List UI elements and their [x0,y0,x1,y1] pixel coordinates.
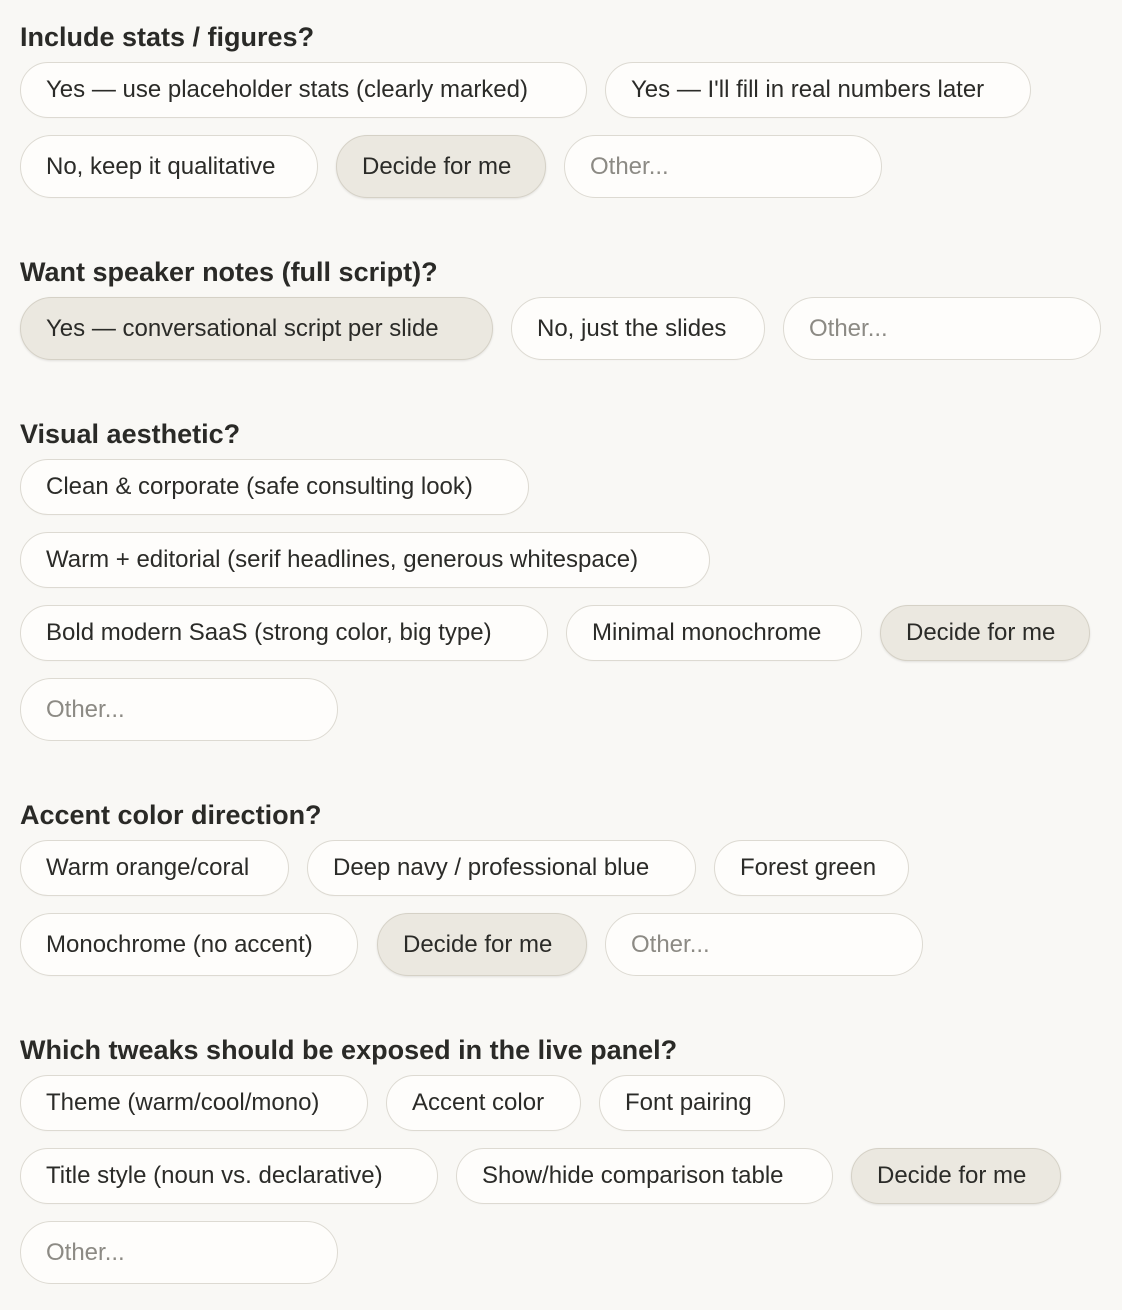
other-input-aesthetic[interactable] [20,678,338,741]
other-input-stats[interactable] [564,135,882,198]
option-theme[interactable]: Theme (warm/cool/mono) [20,1075,368,1131]
option-font-pairing[interactable]: Font pairing [599,1075,785,1131]
option-monochrome-no-accent[interactable]: Monochrome (no accent) [20,913,358,976]
option-just-slides[interactable]: No, just the slides [511,297,765,360]
option-clean-corporate[interactable]: Clean & corporate (safe consulting look) [20,459,529,515]
other-input-speaker-notes[interactable] [783,297,1101,360]
question-visual-aesthetic-title: Visual aesthetic? [20,419,241,449]
question-speaker-notes-title: Want speaker notes (full script)? [20,257,438,287]
option-forest-green[interactable]: Forest green [714,840,909,896]
option-warm-orange-coral[interactable]: Warm orange/coral [20,840,289,896]
option-title-style[interactable]: Title style (noun vs. declarative) [20,1148,438,1204]
question-stats-title: Include stats / figures? [20,22,315,52]
option-conversational-script[interactable]: Yes — conversational script per slide [20,297,493,360]
option-decide-for-me-aesthetic[interactable]: Decide for me [880,605,1090,661]
other-input-accent[interactable] [605,913,923,976]
option-placeholder-stats[interactable]: Yes — use placeholder stats (clearly marked) [20,62,587,118]
option-deep-navy[interactable]: Deep navy / professional blue [307,840,696,896]
option-decide-for-me-tweaks[interactable]: Decide for me [851,1148,1061,1204]
option-decide-for-me-stats[interactable]: Decide for me [336,135,546,198]
option-comparison-table[interactable]: Show/hide comparison table [456,1148,833,1204]
option-decide-for-me-accent[interactable]: Decide for me [377,913,587,976]
option-warm-editorial[interactable]: Warm + editorial (serif headlines, generous whitespace) [20,532,710,588]
question-tweaks-title: Which tweaks should be exposed in the live panel? [20,1035,678,1065]
option-real-numbers-later[interactable]: Yes — I'll fill in real numbers later [605,62,1031,118]
option-bold-modern-saas[interactable]: Bold modern SaaS (strong color, big type) [20,605,548,661]
option-keep-qualitative[interactable]: No, keep it qualitative [20,135,318,198]
option-accent-color[interactable]: Accent color [386,1075,581,1131]
other-input-tweaks[interactable] [20,1221,338,1284]
option-minimal-monochrome[interactable]: Minimal monochrome [566,605,862,661]
question-accent-color-title: Accent color direction? [20,800,322,830]
